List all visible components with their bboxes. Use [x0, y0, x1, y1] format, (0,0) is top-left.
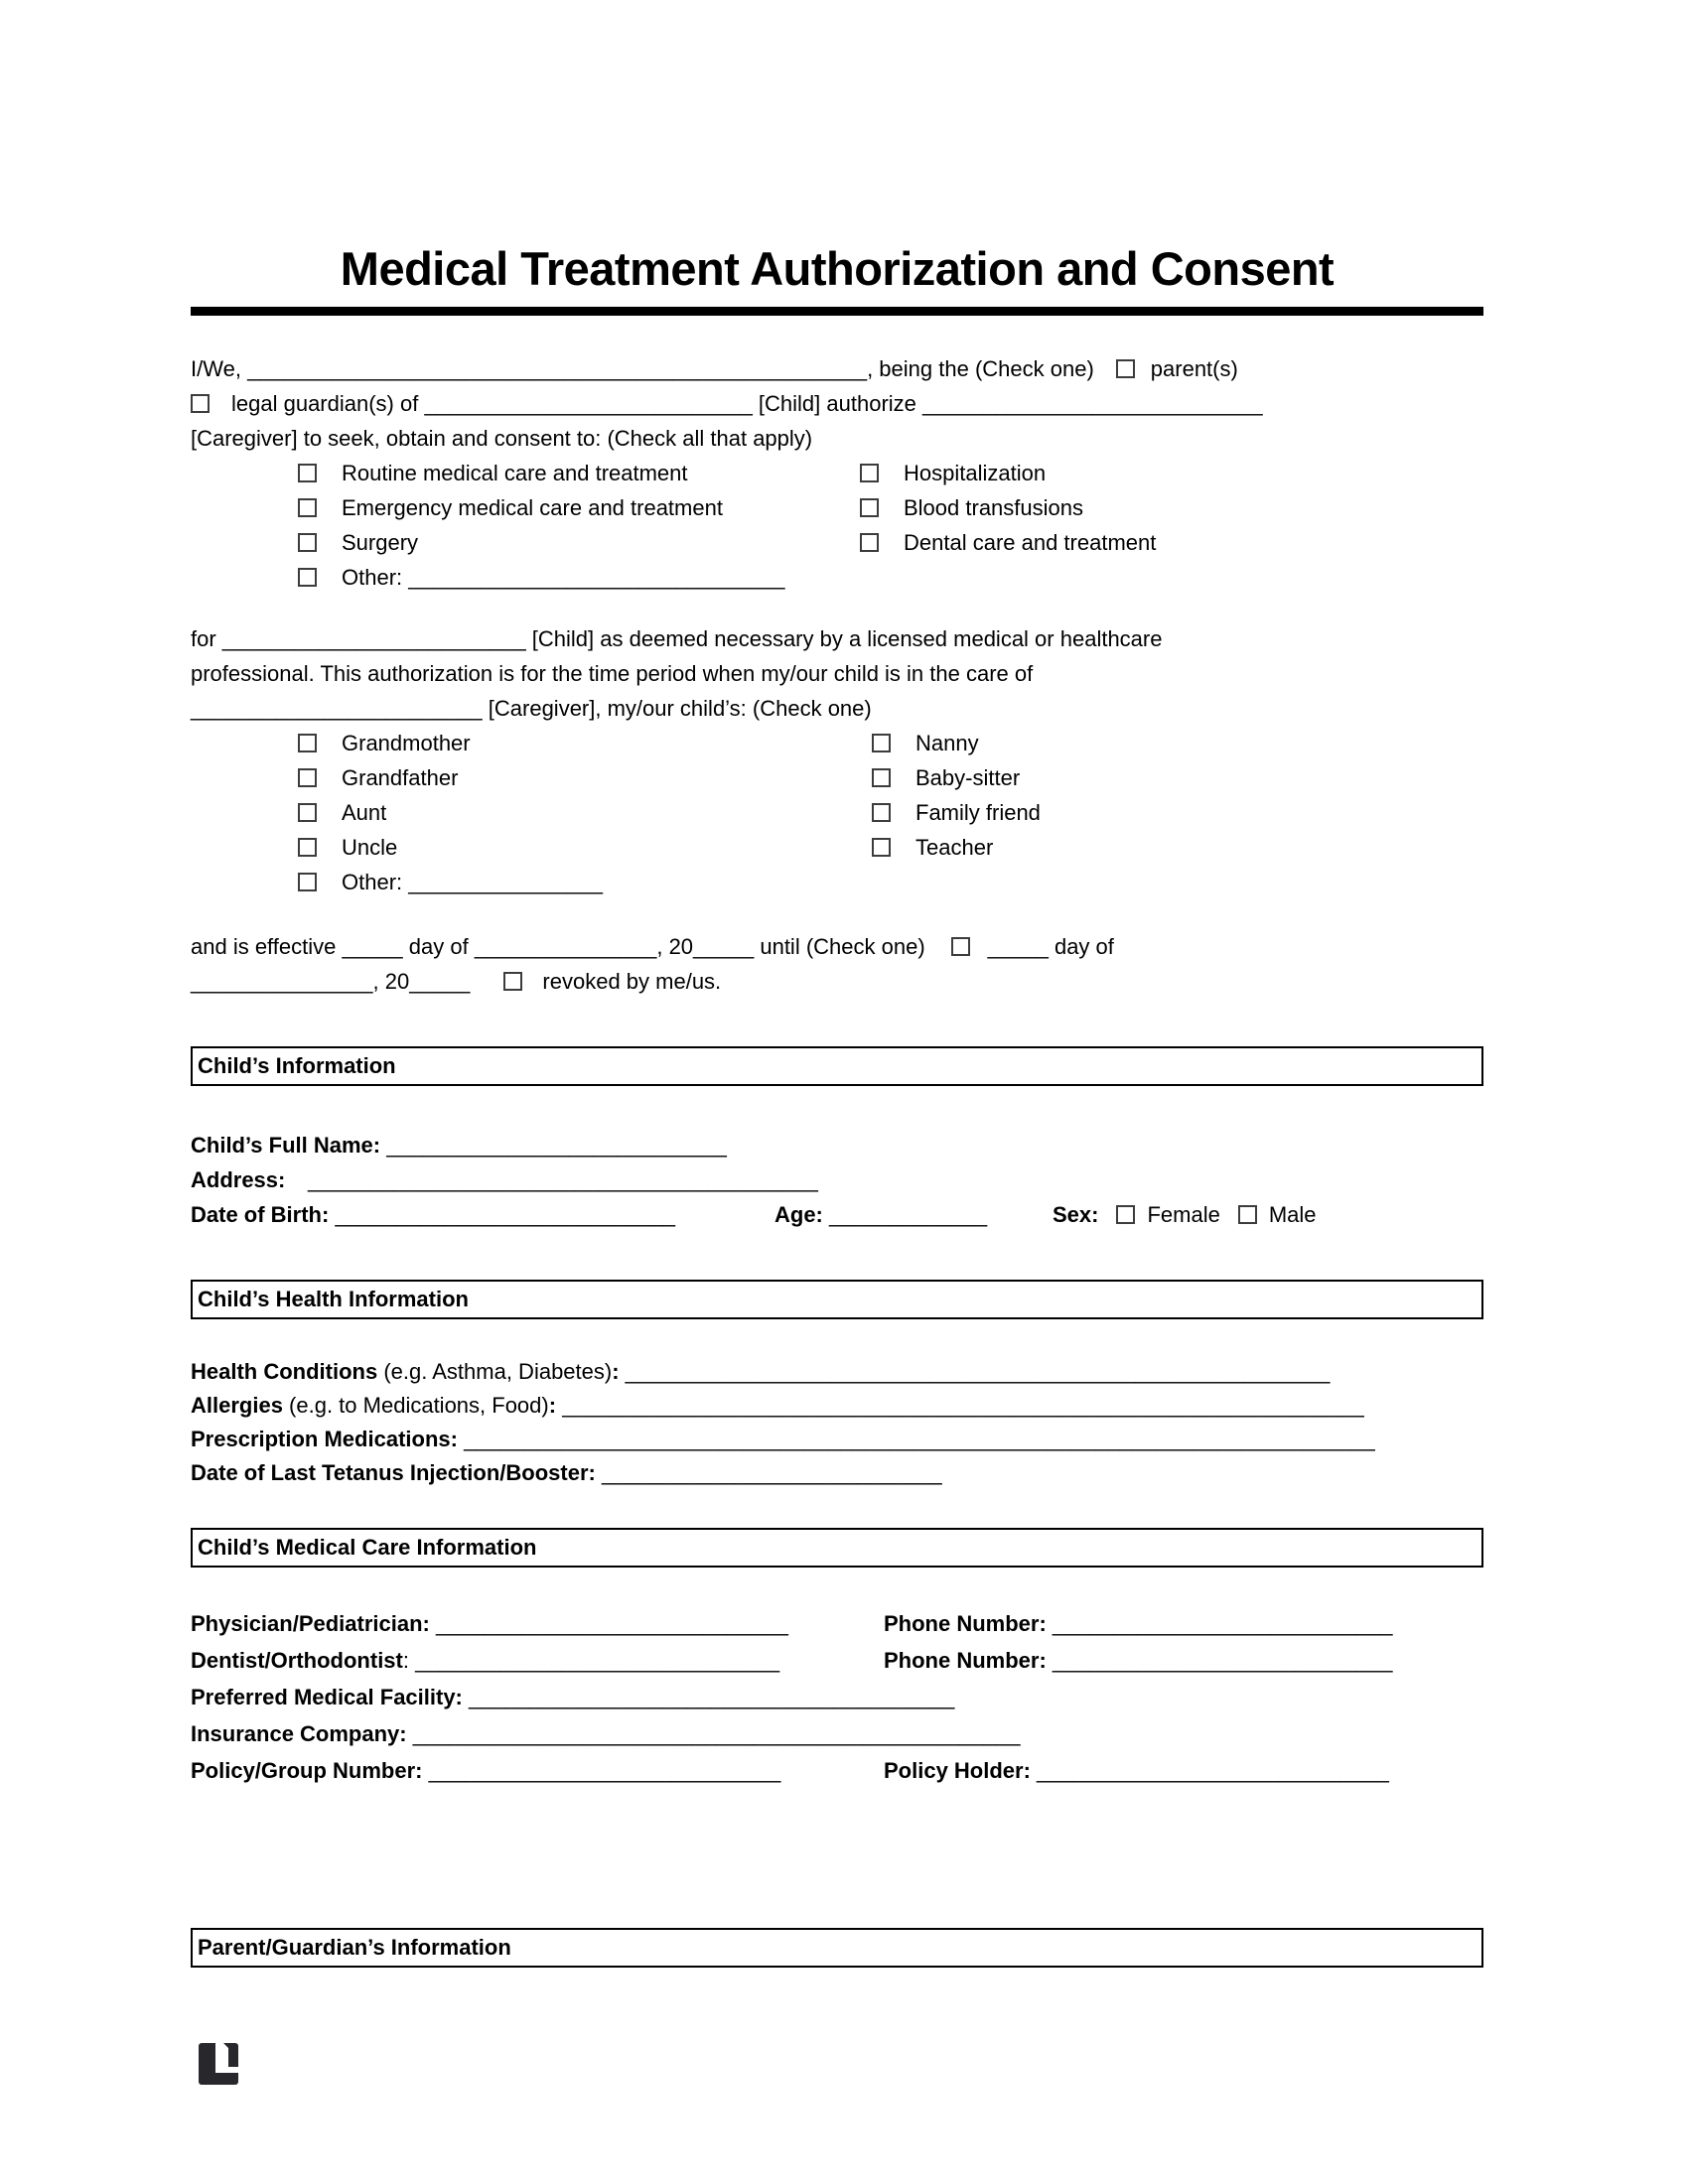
option-label: Aunt: [342, 800, 387, 825]
intro-run-4: [Child] authorize: [752, 391, 923, 416]
caregiver-name-blank[interactable]: ____________________________: [922, 391, 1263, 416]
policy-number-cell: [191, 1752, 884, 1789]
relationship-options: [298, 726, 1483, 899]
eff-run-5: day of: [1048, 934, 1114, 959]
allergies-label: Allergies: [191, 1393, 283, 1418]
field-row: [191, 1128, 1483, 1162]
authorization-paragraph: [191, 621, 1483, 726]
page-title: Medical Treatment Authorization and Consent: [340, 242, 1335, 295]
caregiver-name-blank-2[interactable]: ________________________: [191, 696, 483, 721]
auth-run-3: professional. This authorization is for the time period when my/our child is in the care of: [191, 661, 1034, 686]
page-content: [191, 0, 1483, 2085]
sex-cell: [1053, 1197, 1483, 1232]
section-title: Parent/Guardian’s Information: [198, 1935, 511, 1960]
relationship-option: [298, 795, 872, 830]
dentist-phone-cell: [884, 1642, 1483, 1679]
physician-blank[interactable]: _____________________________: [435, 1611, 788, 1636]
option-label: Other:: [342, 870, 409, 894]
consent-row: [298, 560, 1483, 595]
relationship-option: [298, 865, 872, 899]
allergies-blank[interactable]: __________________________________________________________________: [562, 1393, 1364, 1418]
policy-holder-label: Policy Holder:: [884, 1758, 1038, 1783]
section-header-childs-medical-care-information: [191, 1528, 1483, 1568]
field-row: [191, 1389, 1483, 1423]
relationship-option: [298, 726, 872, 760]
relationship-row: [298, 865, 1483, 899]
physician-label: Physician/Pediatrician:: [191, 1611, 436, 1636]
child-address-blank[interactable]: __________________________________________: [308, 1167, 818, 1192]
field-row: [191, 1679, 1483, 1715]
relationship-row: [298, 726, 1483, 760]
checkbox-until-date[interactable]: [951, 937, 970, 956]
dentist-cell: [191, 1642, 884, 1679]
consent-option: [298, 490, 860, 525]
prescription-medications-label: Prescription Medications:: [191, 1427, 465, 1451]
checkbox-consent-other[interactable]: [298, 568, 317, 587]
field-row: [191, 1197, 1483, 1232]
physician-phone-cell: [884, 1605, 1483, 1642]
intro-paragraph: [191, 351, 1483, 456]
checkbox-nanny[interactable]: [872, 734, 891, 752]
relationship-option: [298, 760, 872, 795]
care-fields: [191, 1605, 1483, 1789]
tetanus-label: Date of Last Tetanus Injection/Booster:: [191, 1460, 602, 1485]
checkbox-dental-care[interactable]: [860, 533, 879, 552]
option-label: Uncle: [342, 835, 398, 860]
field-row: [191, 1423, 1483, 1456]
effective-year-blank[interactable]: _____: [693, 934, 755, 959]
physician-cell: [191, 1605, 884, 1642]
dentist-phone-blank[interactable]: ____________________________: [1052, 1648, 1393, 1673]
dob-label: Date of Birth:: [191, 1202, 336, 1227]
tetanus-date-blank[interactable]: ____________________________: [601, 1460, 942, 1485]
sex-label: Sex:: [1053, 1202, 1099, 1227]
consent-option: [860, 490, 1083, 525]
physician-phone-blank[interactable]: ____________________________: [1052, 1611, 1393, 1636]
option-label: Teacher: [915, 835, 994, 860]
address-label: Address:: [191, 1167, 286, 1192]
section-title: Child’s Medical Care Information: [198, 1535, 537, 1560]
checkbox-legal-guardian[interactable]: [191, 394, 210, 413]
field-row: [191, 1456, 1483, 1490]
child-age-blank[interactable]: _____________: [829, 1202, 988, 1227]
section-header-parent-guardians-information: [191, 1928, 1483, 1968]
effective-month-blank[interactable]: _______________: [474, 934, 657, 959]
section-title: Child’s Health Information: [198, 1287, 469, 1311]
option-label: Grandfather: [342, 765, 459, 790]
checkbox-revoked[interactable]: [503, 972, 522, 991]
checkbox-family-friend[interactable]: [872, 803, 891, 822]
child-dob-blank[interactable]: ____________________________: [335, 1202, 676, 1227]
checkbox-emergency-medical-care[interactable]: [298, 498, 317, 517]
dentist-label: Dentist/Orthodontist: [191, 1648, 403, 1673]
intro-run-2: , being the (Check one): [867, 356, 1094, 381]
section-title: Child’s Information: [198, 1053, 396, 1078]
until-month-blank[interactable]: _______________: [191, 969, 373, 994]
eff-run-1: and is effective: [191, 934, 343, 959]
consent-option: [298, 560, 860, 595]
consent-options: [298, 456, 1483, 595]
effective-paragraph: [191, 929, 1483, 999]
legal-templates-logo-icon: [199, 2043, 238, 2085]
colon: :: [612, 1359, 626, 1384]
policy-holder-blank[interactable]: _____________________________: [1037, 1758, 1389, 1783]
consent-option: [298, 525, 860, 560]
colon: :: [548, 1393, 563, 1418]
option-label: Routine medical care and treatment: [342, 461, 688, 485]
auth-run-4: [Caregiver], my/our child’s: (Check one): [482, 696, 872, 721]
relationship-option: [872, 795, 1041, 830]
intro-run-3: legal guardian(s) of: [231, 391, 425, 416]
option-label: Blood transfusions: [904, 495, 1083, 520]
parent-option-label: parent(s): [1150, 356, 1238, 381]
consent-option: [298, 456, 860, 490]
health-conditions-label: Health Conditions: [191, 1359, 378, 1384]
consent-row: [298, 525, 1483, 560]
authorizer-names-blank[interactable]: ___________________________________________________: [247, 356, 868, 381]
field-row: [191, 1642, 1483, 1679]
field-row: [191, 1355, 1483, 1389]
medical-facility-blank[interactable]: ________________________________________: [469, 1685, 955, 1709]
checkbox-sex-female[interactable]: [1116, 1205, 1135, 1224]
option-label: Dental care and treatment: [904, 530, 1157, 555]
allergies-hint: (e.g. to Medications, Food): [282, 1393, 549, 1418]
checkbox-aunt[interactable]: [298, 803, 317, 822]
relationship-row: [298, 795, 1483, 830]
health-fields: [191, 1355, 1483, 1490]
option-label: Family friend: [915, 800, 1041, 825]
checkbox-relationship-other[interactable]: [298, 873, 317, 891]
auth-run-1: for: [191, 626, 222, 651]
relationship-option: [298, 830, 872, 865]
option-label: Other:: [342, 565, 409, 590]
checkbox-grandfather[interactable]: [298, 768, 317, 787]
colon: :: [402, 1648, 416, 1673]
option-label: Nanny: [915, 731, 979, 755]
phone-number-label: Phone Number:: [884, 1611, 1053, 1636]
checkbox-teacher[interactable]: [872, 838, 891, 857]
full-name-label: Child’s Full Name:: [191, 1133, 387, 1158]
effective-day-blank[interactable]: _____: [342, 934, 403, 959]
checkbox-routine-medical-care[interactable]: [298, 464, 317, 482]
eff-run-6: , 20: [372, 969, 410, 994]
relationship-row: [298, 830, 1483, 865]
child-full-name-blank[interactable]: ____________________________: [386, 1133, 727, 1158]
section-header-childs-health-information: [191, 1280, 1483, 1319]
eff-run-2: day of: [402, 934, 475, 959]
checkbox-surgery[interactable]: [298, 533, 317, 552]
field-row: [191, 1715, 1483, 1752]
policy-group-number-label: Policy/Group Number:: [191, 1758, 429, 1783]
checkbox-uncle[interactable]: [298, 838, 317, 857]
option-label: Grandmother: [342, 731, 471, 755]
insurance-company-blank[interactable]: __________________________________________________: [412, 1721, 1021, 1746]
child-name-blank-2[interactable]: _________________________: [221, 626, 526, 651]
policy-group-number-blank[interactable]: _____________________________: [428, 1758, 781, 1783]
checkbox-sex-male[interactable]: [1238, 1205, 1257, 1224]
option-label: Surgery: [342, 530, 419, 555]
option-label: Baby-sitter: [915, 765, 1021, 790]
checkbox-blood-transfusions[interactable]: [860, 498, 879, 517]
section-header-childs-information: [191, 1046, 1483, 1086]
checkbox-hospitalization[interactable]: [860, 464, 879, 482]
title-rule: [191, 307, 1483, 316]
policy-holder-cell: [884, 1752, 1483, 1789]
relationship-option: [872, 726, 979, 760]
child-name-blank[interactable]: ___________________________: [424, 391, 753, 416]
dentist-blank[interactable]: ______________________________: [415, 1648, 780, 1673]
prescription-medications-blank[interactable]: ___________________________________________________________________________: [464, 1427, 1375, 1451]
consent-option: [860, 525, 1156, 560]
field-row: [191, 1162, 1483, 1197]
male-label: Male: [1268, 1202, 1317, 1227]
field-row: [191, 1752, 1483, 1789]
legal-templates-logo: [199, 2043, 238, 2085]
checkbox-parent[interactable]: [1116, 359, 1135, 378]
option-label: Emergency medical care and treatment: [342, 495, 723, 520]
relationship-option: [872, 830, 993, 865]
consent-option: [860, 456, 1046, 490]
relationship-other-blank[interactable]: ________________: [408, 870, 604, 894]
intro-run-1: I/We,: [191, 356, 248, 381]
consent-row: [298, 490, 1483, 525]
eff-run-4: until (Check one): [754, 934, 925, 959]
intro-run-5: [Caregiver] to seek, obtain and consent to: (Check all that apply): [191, 426, 813, 451]
health-conditions-blank[interactable]: __________________________________________________________: [625, 1359, 1331, 1384]
age-label: Age:: [774, 1202, 829, 1227]
child-info-fields: [191, 1128, 1483, 1232]
phone-number-label: Phone Number:: [884, 1648, 1053, 1673]
female-label: Female: [1147, 1202, 1220, 1227]
insurance-company-label: Insurance Company:: [191, 1721, 413, 1746]
checkbox-grandmother[interactable]: [298, 734, 317, 752]
until-day-blank[interactable]: _____: [987, 934, 1049, 959]
age-cell: [774, 1197, 1053, 1232]
dob-cell: [191, 1197, 774, 1232]
auth-run-2: [Child] as deemed necessary by a licensed medical or healthcare: [525, 626, 1163, 651]
medical-facility-label: Preferred Medical Facility:: [191, 1685, 469, 1709]
relationship-row: [298, 760, 1483, 795]
option-label: Hospitalization: [904, 461, 1047, 485]
consent-row: [298, 456, 1483, 490]
field-row: [191, 1605, 1483, 1642]
eff-run-3: , 20: [656, 934, 694, 959]
checkbox-baby-sitter[interactable]: [872, 768, 891, 787]
health-conditions-hint: (e.g. Asthma, Diabetes): [377, 1359, 613, 1384]
consent-other-blank[interactable]: _______________________________: [408, 565, 785, 590]
revoked-label: revoked by me/us.: [542, 969, 722, 994]
until-year-blank[interactable]: _____: [409, 969, 471, 994]
relationship-option: [872, 760, 1020, 795]
